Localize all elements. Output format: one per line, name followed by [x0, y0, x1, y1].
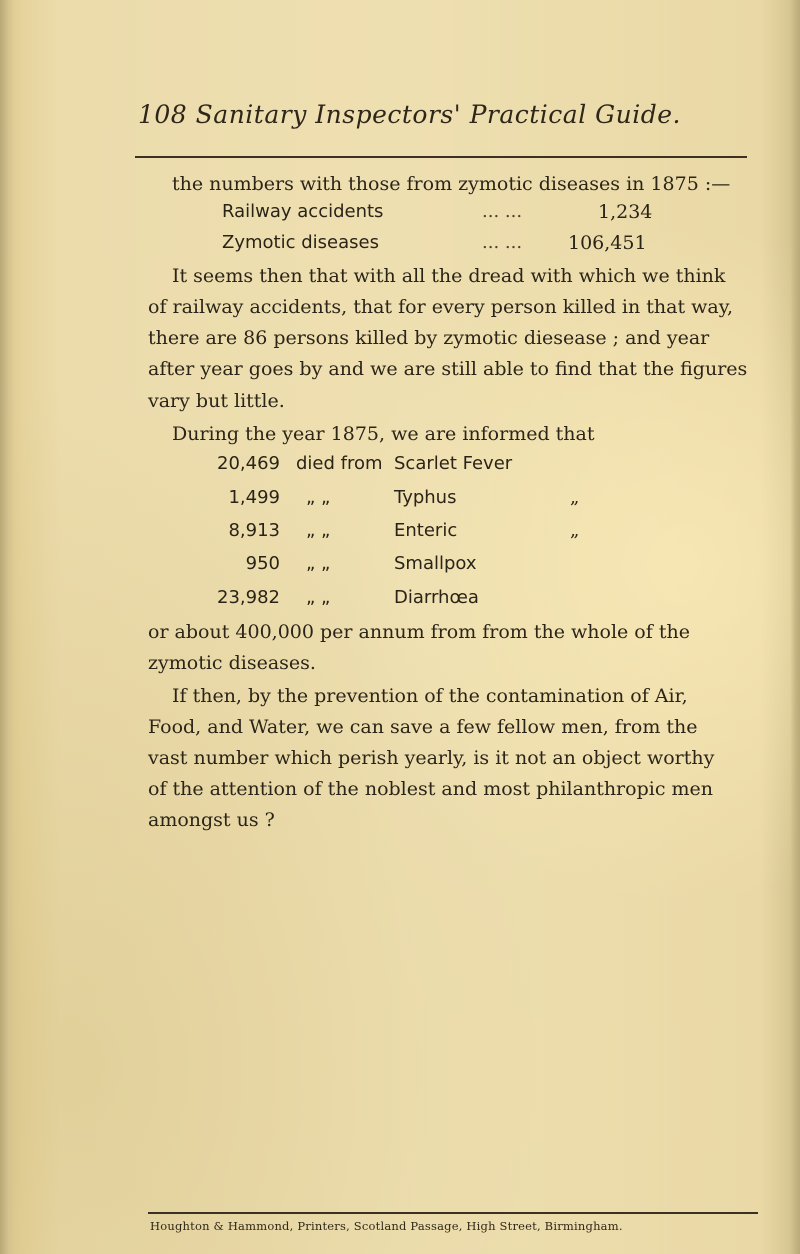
- stat-value: 106,451: [568, 232, 647, 254]
- death-count: 1,499: [228, 487, 280, 508]
- stat-leader-dots: ... ...: [482, 201, 523, 222]
- disease-name: Diarrhœa: [394, 587, 479, 608]
- stat-label: Railway accidents: [222, 201, 384, 222]
- stat-label: Zymotic diseases: [222, 232, 379, 253]
- paragraph-line: zymotic diseases.: [148, 652, 316, 674]
- paragraph-line: Food, and Water, we can save a few fellow men, from the: [148, 716, 698, 738]
- disease-name: Scarlet Fever: [394, 453, 513, 474]
- death-count: 20,469: [217, 453, 280, 474]
- death-count: 23,982: [217, 587, 280, 608]
- paragraph-line: there are 86 persons killed by zymotic diesease ; and year: [148, 327, 710, 349]
- printer-imprint: Houghton & Hammond, Printers, Scotland Passage, High Street, Birmingham.: [150, 1219, 623, 1233]
- stat-value: 1,234: [598, 201, 653, 223]
- paragraph-line: after year goes by and we are still able to find that the figures: [148, 358, 748, 380]
- ditto-mark: „: [570, 520, 580, 541]
- page-right-edge: [790, 0, 800, 1254]
- running-header: 108 Sanitary Inspectors' Practical Guide.: [138, 100, 681, 129]
- page-spine-shadow: [0, 0, 14, 1254]
- header-rule: [135, 156, 747, 158]
- disease-name: Enteric: [394, 520, 458, 541]
- ditto-mark: „: [570, 487, 580, 508]
- death-connector: „ „: [306, 487, 331, 508]
- death-connector: died from: [296, 453, 383, 474]
- death-count: 8,913: [228, 520, 280, 541]
- death-count: 950: [245, 553, 280, 574]
- footer-rule: [148, 1212, 758, 1214]
- paragraph-line: It seems then that with all the dread with which we think: [172, 265, 726, 287]
- paragraph-line: of the attention of the noblest and most philanthropic men: [148, 778, 713, 800]
- intro-line: the numbers with those from zymotic diseases in 1875 :—: [172, 173, 731, 195]
- paragraph-line: If then, by the prevention of the contamination of Air,: [172, 685, 688, 707]
- paragraph-line: of railway accidents, that for every person killed in that way,: [148, 296, 733, 318]
- paragraph-line: vary but little.: [148, 390, 285, 412]
- death-connector: „ „: [306, 587, 331, 608]
- paragraph-line: amongst us ?: [148, 809, 275, 831]
- paragraph-line: or about 400,000 per annum from from the whole of the: [148, 621, 690, 643]
- stat-leader-dots: ... ...: [482, 232, 523, 253]
- disease-name: Smallpox: [394, 553, 477, 574]
- paragraph-line: During the year 1875, we are informed that: [172, 423, 595, 445]
- death-connector: „ „: [306, 553, 331, 574]
- disease-name: Typhus: [394, 487, 457, 508]
- paragraph-line: vast number which perish yearly, is it not an object worthy: [148, 747, 715, 769]
- death-connector: „ „: [306, 520, 331, 541]
